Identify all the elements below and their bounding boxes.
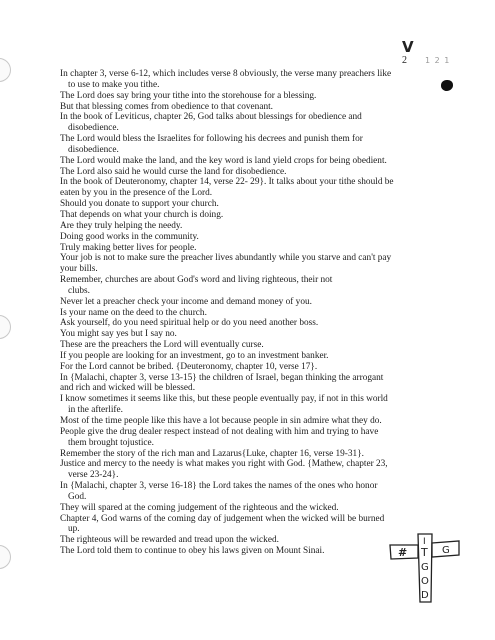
- text-line: in the afterlife.: [68, 405, 123, 416]
- text-line: verse 23-24}.: [68, 470, 119, 481]
- text-line: Is your name on the deed to the church.: [60, 307, 207, 318]
- text-line: clubs.: [68, 285, 90, 296]
- text-line: These are the preachers the Lord will eventually curse.: [60, 340, 264, 351]
- text-line: disobedience.: [68, 123, 119, 134]
- text-line: Truly making better lives for people.: [60, 242, 197, 253]
- text-line: The righteous will be rewarded and tread upon the wicked.: [60, 535, 279, 546]
- cross-letter-2: T: [421, 546, 428, 559]
- cross-right-letter: G: [442, 545, 450, 556]
- text-line: Chapter 4, God warns of the coming day of judgement when the wicked will be burned: [60, 513, 385, 524]
- punch-hole: [0, 58, 11, 82]
- text-line: In chapter 3, verse 6-12, which includes verse 8 obviously, the verse many preachers like: [60, 69, 392, 79]
- text-line: The Lord told them to continue to obey his laws given on Mount Sinai.: [60, 546, 325, 557]
- body-text: [60, 69, 432, 557]
- corner-scribble: 1 2 1: [425, 56, 451, 65]
- text-line: God.: [68, 491, 87, 502]
- text-line: Most of the time people like this have a lot because people in sin admire what they do.: [60, 416, 382, 426]
- text-line: In the book of Deuteronomy, chapter 14, verse 22- 29}. It talks about your tithe should be: [60, 177, 394, 188]
- text-line: I know sometimes it seems like this, but these people eventually pay, if not in this world: [60, 394, 388, 405]
- text-line: For the Lord cannot be bribed. {Deuteronomy, chapter 10, verse 17}.: [60, 361, 318, 372]
- text-line: to use to make you tithe.: [68, 79, 160, 90]
- text-line: In {Malachi, chapter 3, verse 13-15} the children of Israel, began thinking the arrogant: [60, 372, 384, 383]
- text-line: People give the drug dealer respect instead of not dealing with him and trying to have: [60, 426, 379, 437]
- text-line: them brought tojustice.: [68, 437, 154, 448]
- page-number: 2: [402, 55, 407, 66]
- text-line: Never let a preacher check your income and demand money of you.: [60, 296, 312, 307]
- text-line: Should you donate to support your church.: [60, 199, 219, 210]
- text-line: In {Malachi, chapter 3, verse 16-18} the Lord takes the names of the ones who honor: [60, 481, 378, 492]
- text-line: and rich and wicked will be blessed.: [60, 383, 196, 394]
- text-line: Remember, churches are about God's word and living righteous, their not: [60, 275, 333, 286]
- text-line: disobedience.: [68, 144, 119, 155]
- punch-hole: [0, 545, 11, 569]
- text-line: If you people are looking for an investment, go to an investment banker.: [60, 350, 329, 361]
- text-line: You might say yes but I say no.: [60, 329, 177, 340]
- text-line: The Lord does say bring your tithe into the storehouse for a blessing.: [60, 90, 317, 101]
- text-line: Remember the story of the rich man and Lazarus{Luke, chapter 16, verse 19-31}.: [60, 448, 364, 459]
- text-line: They will spared at the coming judgement of the righteous and the wicked.: [60, 502, 339, 513]
- text-line: The Lord would bless the Israelites for following his decrees and punish them for: [60, 134, 363, 145]
- punch-hole: [0, 315, 11, 339]
- text-line: The Lord would make the land, and the key word is land yield crops for being obedient.: [60, 155, 387, 166]
- cross-letter-4: O: [421, 576, 429, 587]
- text-line: your bills.: [60, 264, 98, 275]
- text-line: Justice and mercy to the needy is what makes you right with God. {Mathew, chapter 23,: [60, 459, 388, 470]
- text-line: That depends on what your church is doing.: [60, 209, 224, 220]
- text-line: Are they truly helping the needy.: [60, 220, 183, 231]
- cross-letter-1: I: [423, 537, 426, 547]
- cross-letter-5: D: [421, 590, 429, 601]
- text-line: The Lord also said he would curse the land for disobedience.: [60, 166, 287, 177]
- cross-letter-3: G: [421, 562, 429, 573]
- cross-logo: [387, 532, 463, 604]
- text-line: Your job is not to make sure the preacher lives abundantly while you starve and can't pay: [60, 253, 392, 264]
- text-line: Ask yourself, do you need spiritual help or do you need another boss.: [60, 318, 319, 329]
- text-line: eaten by you in the presence of the Lord.: [60, 188, 213, 199]
- text-line: In the book of Leviticus, chapter 26, God talks about blessings for obedience and: [60, 112, 362, 123]
- text-line: Doing good works in the community.: [60, 231, 199, 242]
- corner-mark: V: [402, 38, 414, 56]
- text-line: up.: [68, 524, 80, 535]
- cross-left-symbol: #: [398, 546, 408, 559]
- ink-blot-mark: [441, 80, 453, 91]
- text-line: But that blessing comes from obedience to that covenant.: [60, 101, 273, 112]
